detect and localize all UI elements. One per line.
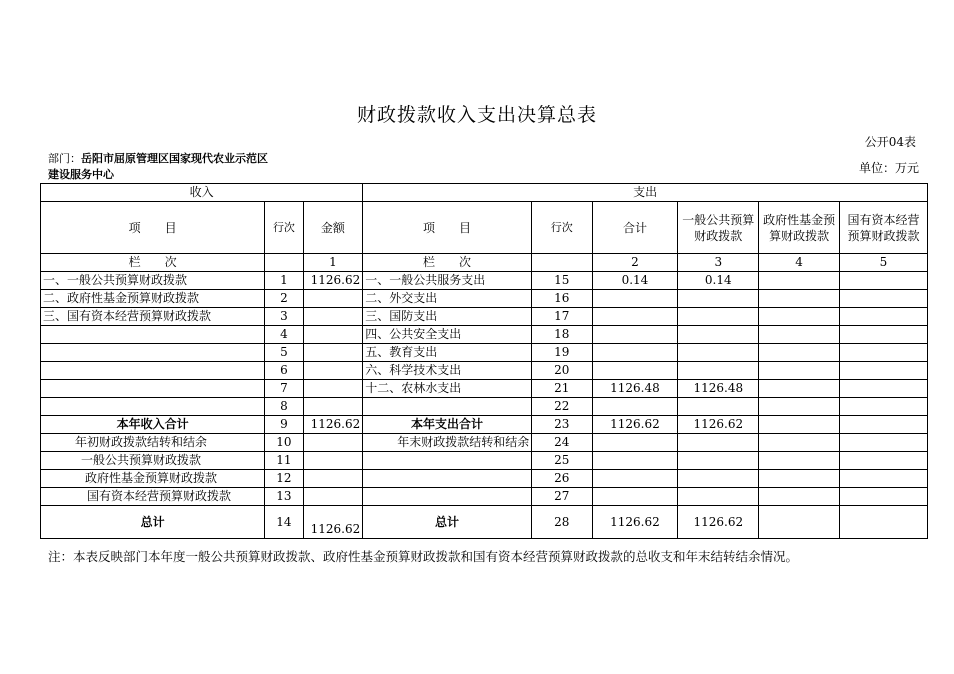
dept-name-line2: 建设服务中心	[48, 168, 114, 181]
unit-label: 单位：万元	[858, 161, 919, 175]
expense-total	[592, 290, 678, 308]
expense-item: 五、教育支出	[363, 344, 532, 362]
expense-total	[592, 344, 678, 362]
expense-sum-total: 1126.62	[592, 416, 678, 434]
income-sum-amount: 1126.62	[303, 416, 363, 434]
expense-cell	[759, 488, 840, 506]
expense-row-no: 27	[531, 488, 592, 506]
income-item: 一般公共预算财政拨款	[41, 452, 265, 470]
expense-cell	[678, 434, 759, 452]
finance-table	[40, 183, 928, 539]
expense-state	[840, 344, 928, 362]
expense-row-no-header: 行次	[531, 202, 592, 254]
table-row	[41, 326, 928, 344]
expense-grand-total: 1126.62	[592, 506, 678, 539]
expense-cell	[592, 470, 678, 488]
income-row-no: 1	[265, 272, 303, 290]
expense-general	[678, 398, 759, 416]
table-row	[41, 434, 928, 452]
income-amount	[303, 326, 363, 344]
col-index-5: 5	[840, 254, 928, 272]
income-grand-total-label: 总计	[41, 506, 265, 539]
expense-row-no: 17	[531, 308, 592, 326]
income-grand-total-amount: 1126.62	[303, 506, 363, 539]
expense-cell	[592, 434, 678, 452]
expense-item	[363, 398, 532, 416]
expense-general	[678, 344, 759, 362]
expense-sum-state	[840, 416, 928, 434]
expense-row-no: 21	[531, 380, 592, 398]
income-item: 政府性基金预算财政拨款	[41, 470, 265, 488]
income-row-no: 14	[265, 506, 303, 539]
expense-cell	[678, 488, 759, 506]
expense-total	[592, 326, 678, 344]
expense-general	[678, 326, 759, 344]
income-item: 一、一般公共预算财政拨款	[41, 272, 265, 290]
expense-state	[840, 398, 928, 416]
expense-row-no: 25	[531, 452, 592, 470]
expense-total: 0.14	[592, 272, 678, 290]
expense-item	[363, 470, 532, 488]
expense-sum-label: 本年支出合计	[363, 416, 532, 434]
income-item: 国有资本经营预算财政拨款	[41, 488, 265, 506]
expense-total	[592, 362, 678, 380]
expense-grand-total-label: 总计	[363, 506, 532, 539]
col-index-1: 1	[303, 254, 363, 272]
table-row	[41, 470, 928, 488]
income-row-no-header: 行次	[265, 202, 303, 254]
expense-total	[592, 308, 678, 326]
income-item: 二、政府性基金预算财政拨款	[41, 290, 265, 308]
income-row-no: 7	[265, 380, 303, 398]
income-amount	[303, 290, 363, 308]
page-title: 财政拨款收入支出决算总表	[356, 104, 597, 126]
table-row	[41, 488, 928, 506]
expense-row-no: 15	[531, 272, 592, 290]
col-index-2: 2	[592, 254, 678, 272]
income-header: 收入	[41, 184, 363, 202]
income-amount	[303, 380, 363, 398]
expense-general: 0.14	[678, 272, 759, 290]
expense-total	[592, 398, 678, 416]
expense-cell	[840, 488, 928, 506]
income-item: 三、国有资本经营预算财政拨款	[41, 308, 265, 326]
income-amount	[303, 452, 363, 470]
grand-total-row	[41, 506, 928, 539]
expense-cell	[759, 470, 840, 488]
expense-fund	[759, 380, 840, 398]
income-amount: 1126.62	[303, 272, 363, 290]
income-row-no: 4	[265, 326, 303, 344]
fund-budget-header: 政府性基金预算财政拨款	[759, 202, 840, 254]
expense-cell	[678, 470, 759, 488]
expense-row-no: 23	[531, 416, 592, 434]
expense-item: 三、国防支出	[363, 308, 532, 326]
income-item	[41, 326, 265, 344]
expense-state	[840, 272, 928, 290]
form-number: 公开04表	[864, 135, 916, 149]
expense-item: 年末财政拨款结转和结余	[363, 434, 532, 452]
expense-fund	[759, 362, 840, 380]
expense-state	[840, 308, 928, 326]
income-row-no: 12	[265, 470, 303, 488]
table-row	[41, 344, 928, 362]
col-index-3: 3	[678, 254, 759, 272]
lanci-label: 栏 次	[41, 254, 265, 272]
expense-item: 二、外交支出	[363, 290, 532, 308]
income-row-no: 8	[265, 398, 303, 416]
income-item	[41, 362, 265, 380]
table-row	[41, 452, 928, 470]
expense-fund	[759, 290, 840, 308]
expense-cell	[592, 452, 678, 470]
department	[48, 151, 268, 183]
income-amount	[303, 398, 363, 416]
expense-cell	[840, 470, 928, 488]
expense-header: 支出	[363, 184, 928, 202]
expense-state	[840, 290, 928, 308]
expense-general	[678, 362, 759, 380]
income-item	[41, 380, 265, 398]
expense-row-no: 20	[531, 362, 592, 380]
expense-general: 1126.48	[678, 380, 759, 398]
income-row-no: 13	[265, 488, 303, 506]
expense-row-no: 19	[531, 344, 592, 362]
expense-cell	[840, 434, 928, 452]
footnote: 注：本表反映部门本年度一般公共预算财政拨款、政府性基金预算财政拨款和国有资本经营预算财政拨款的总收支和年末结转结余情况。	[48, 549, 799, 564]
expense-row-no: 16	[531, 290, 592, 308]
income-sum-label: 本年收入合计	[41, 416, 265, 434]
amount-header: 金额	[303, 202, 363, 254]
expense-row-no: 22	[531, 398, 592, 416]
lanci-label-2: 栏 次	[363, 254, 532, 272]
state-capital-header: 国有资本经营预算财政拨款	[840, 202, 928, 254]
expense-state	[840, 380, 928, 398]
sum-row	[41, 416, 928, 434]
income-amount	[303, 470, 363, 488]
income-row-no: 11	[265, 452, 303, 470]
expense-item: 六、科学技术支出	[363, 362, 532, 380]
expense-row-no: 18	[531, 326, 592, 344]
general-budget-header: 一般公共预算财政拨款	[678, 202, 759, 254]
expense-general	[678, 290, 759, 308]
income-row-no: 5	[265, 344, 303, 362]
income-row-no: 9	[265, 416, 303, 434]
income-row-no: 10	[265, 434, 303, 452]
income-item	[41, 344, 265, 362]
expense-row-no: 24	[531, 434, 592, 452]
expense-item-header: 项 目	[363, 202, 532, 254]
expense-general	[678, 308, 759, 326]
expense-cell	[759, 434, 840, 452]
expense-total: 1126.48	[592, 380, 678, 398]
income-item	[41, 398, 265, 416]
income-item: 年初财政拨款结转和结余	[41, 434, 265, 452]
expense-item	[363, 488, 532, 506]
table-row	[41, 308, 928, 326]
expense-row-no: 26	[531, 470, 592, 488]
col-index-4: 4	[759, 254, 840, 272]
income-amount	[303, 488, 363, 506]
expense-state	[840, 326, 928, 344]
income-amount	[303, 362, 363, 380]
expense-cell	[759, 452, 840, 470]
income-amount	[303, 434, 363, 452]
expense-fund	[759, 398, 840, 416]
total-header: 合计	[592, 202, 678, 254]
expense-cell	[678, 452, 759, 470]
expense-item: 四、公共安全支出	[363, 326, 532, 344]
expense-item	[363, 452, 532, 470]
expense-cell	[592, 488, 678, 506]
expense-state	[840, 362, 928, 380]
expense-fund	[759, 272, 840, 290]
income-row-no: 3	[265, 308, 303, 326]
table-row	[41, 398, 928, 416]
income-item-header: 项 目	[41, 202, 265, 254]
income-row-no: 2	[265, 290, 303, 308]
expense-grand-state	[840, 506, 928, 539]
table-row	[41, 272, 928, 290]
income-amount	[303, 344, 363, 362]
income-amount	[303, 308, 363, 326]
expense-grand-general: 1126.62	[678, 506, 759, 539]
expense-fund	[759, 344, 840, 362]
table-row	[41, 380, 928, 398]
table-row	[41, 362, 928, 380]
expense-sum-general: 1126.62	[678, 416, 759, 434]
expense-sum-fund	[759, 416, 840, 434]
table-row	[41, 290, 928, 308]
income-row-no: 6	[265, 362, 303, 380]
expense-item: 十二、农林水支出	[363, 380, 532, 398]
expense-cell	[840, 452, 928, 470]
expense-fund	[759, 308, 840, 326]
expense-item: 一、一般公共服务支出	[363, 272, 532, 290]
expense-grand-fund	[759, 506, 840, 539]
expense-row-no: 28	[531, 506, 592, 539]
dept-label: 部门：	[48, 152, 81, 165]
expense-fund	[759, 326, 840, 344]
dept-name-line1: 岳阳市屈原管理区国家现代农业示范区	[81, 152, 268, 165]
